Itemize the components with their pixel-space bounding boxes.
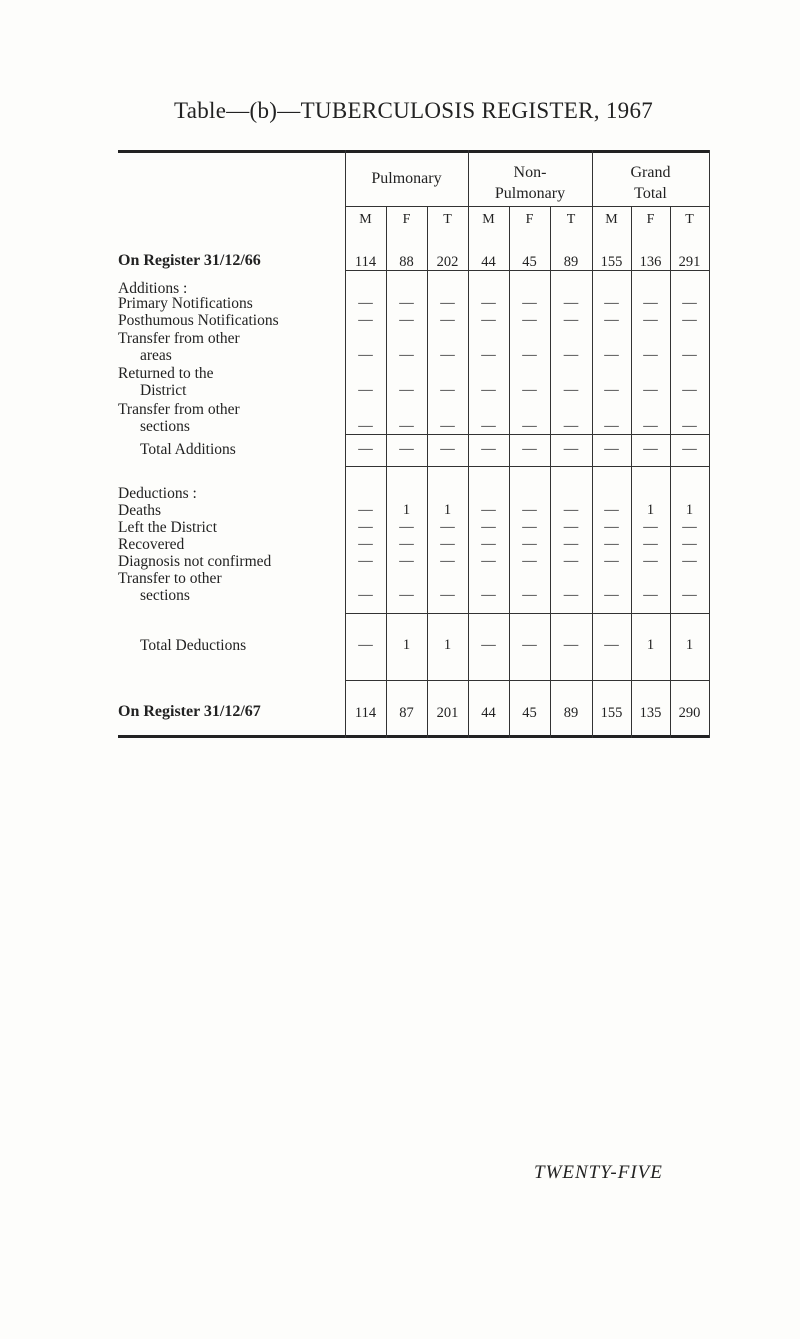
table-cell: —: [440, 441, 455, 457]
table-cell: —: [399, 536, 414, 552]
table-cell: —: [522, 587, 537, 603]
subcol-divider: [550, 206, 551, 738]
row-label: Diagnosis not confirmed: [118, 553, 272, 570]
table-cell: —: [604, 502, 619, 518]
table-cell: —: [682, 382, 697, 398]
table-cell: 89: [563, 254, 579, 270]
table-cell: —: [522, 418, 537, 434]
column-subheader: T: [685, 212, 694, 227]
subcol-divider: [631, 206, 632, 738]
table-cell: —: [522, 502, 537, 518]
table-cell: —: [682, 312, 697, 328]
subcol-divider: [509, 206, 510, 738]
table-cell: —: [522, 441, 537, 457]
register-start-label: On Register 31/12/66: [118, 252, 261, 269]
table-cell: —: [604, 347, 619, 363]
table-cell: —: [358, 587, 373, 603]
table-cell: 87: [399, 705, 414, 721]
row-label: Primary Notifications: [118, 295, 253, 312]
column-subheader: M: [482, 212, 495, 227]
row-label: Deaths: [118, 502, 162, 519]
column-subheader: T: [566, 212, 576, 227]
table-cell: —: [522, 312, 537, 328]
column-subheader: M: [605, 212, 618, 227]
table-top-rule: [118, 150, 710, 153]
col-divider: [709, 150, 710, 738]
table-cell: —: [563, 347, 579, 363]
table-cell: —: [643, 553, 658, 569]
table-cell: —: [563, 382, 579, 398]
register-end-label: On Register 31/12/67: [118, 703, 261, 720]
group-header-pulmonary: Pulmonary: [371, 170, 442, 187]
table-cell: 155: [600, 705, 623, 721]
table-cell: —: [682, 418, 697, 434]
table-cell: —: [604, 312, 619, 328]
table-cell: —: [643, 347, 658, 363]
table-cell: —: [399, 295, 414, 311]
table-cell: —: [604, 382, 619, 398]
table-cell: —: [358, 502, 373, 518]
total-deductions-label: Total Deductions: [140, 637, 247, 654]
table-cell: —: [563, 637, 579, 653]
table-cell: 136: [639, 254, 662, 270]
subcol-divider: [670, 206, 671, 738]
table-cell: 114: [354, 705, 377, 721]
table-cell: —: [682, 536, 697, 552]
table-cell: —: [481, 502, 496, 518]
table-cell: 89: [563, 705, 579, 721]
table-cell: —: [563, 502, 579, 518]
table-cell: —: [358, 382, 373, 398]
table-cell: —: [358, 519, 373, 535]
table-cell: —: [682, 553, 697, 569]
table-cell: —: [399, 382, 414, 398]
table-cell: —: [563, 536, 579, 552]
table-cell: —: [358, 441, 373, 457]
table-cell: —: [563, 441, 579, 457]
table-cell: —: [399, 312, 414, 328]
table-cell: —: [522, 295, 537, 311]
table-cell: —: [563, 553, 579, 569]
group-header-non-pulmonary: Non- Pulmonary: [494, 164, 566, 202]
table-cell: —: [481, 637, 496, 653]
table-cell: —: [682, 519, 697, 535]
column-subheader: F: [525, 212, 534, 227]
table-cell: 114: [354, 254, 377, 270]
table-cell: —: [563, 295, 579, 311]
table-cell: —: [522, 553, 537, 569]
table-cell: 1: [443, 502, 452, 518]
table-cell: 1: [646, 637, 655, 653]
table-cell: —: [399, 587, 414, 603]
table-bottom-rule: [118, 735, 710, 738]
subcol-divider: [386, 206, 387, 738]
table-cell: 155: [600, 254, 623, 270]
table-cell: —: [358, 347, 373, 363]
group-header-grand-total: Grand Total: [630, 164, 671, 202]
table-cell: —: [399, 553, 414, 569]
table-cell: —: [563, 587, 579, 603]
group-header-underline: [345, 206, 710, 207]
row-rule: [345, 434, 710, 435]
table-cell: —: [563, 312, 579, 328]
table-cell: 202: [436, 254, 459, 270]
row-label: areas: [140, 347, 172, 364]
table-cell: —: [358, 295, 373, 311]
table-cell: —: [358, 536, 373, 552]
table-cell: —: [399, 441, 414, 457]
table-cell: —: [399, 347, 414, 363]
table-cell: —: [481, 553, 496, 569]
table-cell: 44: [481, 254, 496, 270]
table-cell: —: [481, 347, 496, 363]
row-rule: [345, 613, 710, 614]
table-cell: —: [604, 536, 619, 552]
column-subheader: M: [359, 212, 372, 227]
table-cell: —: [358, 637, 373, 653]
table-cell: 1: [443, 637, 452, 653]
table-cell: —: [563, 418, 579, 434]
column-subheader: T: [443, 212, 452, 227]
table-cell: —: [643, 536, 658, 552]
table-cell: —: [440, 295, 455, 311]
table-cell: —: [522, 536, 537, 552]
table-cell: —: [604, 441, 619, 457]
table-cell: —: [682, 295, 697, 311]
table-cell: —: [440, 382, 455, 398]
table-cell: —: [643, 295, 658, 311]
row-rule: [345, 466, 710, 467]
table-cell: —: [682, 347, 697, 363]
row-label: Left the District: [118, 519, 217, 536]
table-cell: —: [358, 553, 373, 569]
table-cell: —: [481, 295, 496, 311]
table-cell: —: [440, 553, 455, 569]
table-cell: 291: [678, 254, 701, 270]
table-cell: —: [604, 637, 619, 653]
table-cell: —: [604, 519, 619, 535]
table-cell: 1: [402, 502, 411, 518]
table-cell: —: [440, 536, 455, 552]
table-cell: 1: [685, 637, 694, 653]
column-subheader: F: [402, 212, 411, 227]
total-additions-label: Total Additions: [140, 441, 236, 458]
table-cell: —: [604, 418, 619, 434]
row-rule: [345, 270, 710, 271]
row-label: Recovered: [118, 536, 185, 553]
table-cell: 45: [522, 254, 537, 270]
table-cell: 45: [522, 705, 537, 721]
table-cell: —: [481, 382, 496, 398]
row-rule: [345, 680, 710, 681]
table-cell: —: [440, 418, 455, 434]
table-cell: —: [682, 587, 697, 603]
subcol-divider: [427, 206, 428, 738]
table-cell: —: [481, 418, 496, 434]
table-cell: —: [399, 418, 414, 434]
row-label: Transfer from other: [118, 330, 240, 347]
table-cell: —: [481, 519, 496, 535]
table-cell: 88: [399, 254, 414, 270]
table-cell: —: [522, 519, 537, 535]
table-cell: —: [563, 519, 579, 535]
row-label: sections: [140, 418, 190, 435]
table-cell: —: [682, 441, 697, 457]
table-cell: —: [481, 587, 496, 603]
table-cell: —: [399, 519, 414, 535]
additions-heading: Additions :: [118, 280, 188, 297]
table-cell: —: [358, 312, 373, 328]
column-subheader: F: [646, 212, 655, 227]
table-cell: 290: [678, 705, 701, 721]
table-cell: —: [604, 553, 619, 569]
table-cell: —: [522, 637, 537, 653]
table-cell: —: [643, 519, 658, 535]
table-cell: —: [522, 382, 537, 398]
table-cell: —: [481, 536, 496, 552]
table-cell: —: [643, 587, 658, 603]
table-cell: —: [643, 312, 658, 328]
row-label: Returned to the: [118, 365, 214, 382]
table-cell: —: [440, 587, 455, 603]
table-cell: —: [522, 347, 537, 363]
table-cell: 201: [436, 705, 459, 721]
table-cell: —: [643, 382, 658, 398]
page-footer: TWENTY-FIVE: [534, 1162, 663, 1183]
table-cell: —: [604, 587, 619, 603]
row-label: Posthumous Notifications: [118, 312, 279, 329]
table-cell: —: [643, 418, 658, 434]
row-label: District: [140, 382, 187, 399]
table-cell: —: [643, 441, 658, 457]
table-cell: 135: [639, 705, 662, 721]
table-cell: 1: [646, 502, 655, 518]
table-cell: 1: [402, 637, 411, 653]
page-title: Table—(b)—TUBERCULOSIS REGISTER, 1967: [174, 98, 654, 123]
table-cell: —: [440, 519, 455, 535]
row-label: Transfer to other: [118, 570, 222, 587]
row-label: Transfer from other: [118, 401, 240, 418]
table-cell: 44: [481, 705, 496, 721]
table-cell: —: [440, 347, 455, 363]
table-cell: —: [358, 418, 373, 434]
register-table: [118, 150, 710, 738]
table-cell: —: [481, 312, 496, 328]
deductions-heading: Deductions :: [118, 485, 197, 502]
row-label: sections: [140, 587, 190, 604]
table-cell: —: [440, 312, 455, 328]
table-cell: —: [604, 295, 619, 311]
table-cell: —: [481, 441, 496, 457]
table-cell: 1: [685, 502, 694, 518]
